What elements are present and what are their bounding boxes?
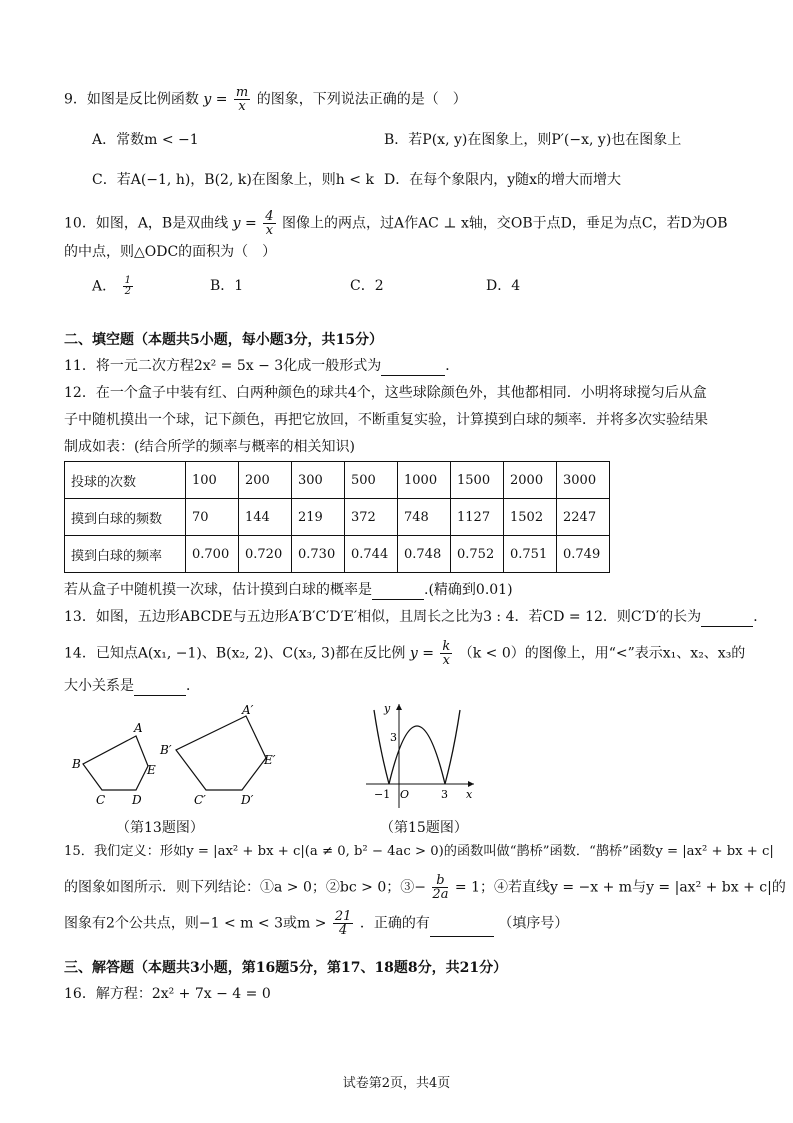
q12-line3: 制成如表：(结合所学的频率与概率的相关知识) [64,439,355,455]
table-cell: 2000 [504,462,557,499]
q15-line3-a: 图象有2个公共点，则−1 < m < 3或m > [64,915,327,932]
q9-option-a: A．常数m < −1 [92,132,199,148]
table-cell: 投球的次数 [65,462,186,499]
q10-line2: 的中点，则△ODC的面积为（ ） [64,244,277,260]
fraction-b-over-2a [432,874,448,901]
q11: 11．将一元二次方程2x² = 5x − 3化成一般形式为 ． [64,358,460,374]
table-cell: 144 [239,499,292,536]
table-cell: 748 [398,499,451,536]
table-cell: 100 [186,462,239,499]
pentagon-abcde [83,736,148,790]
table-cell: 摸到白球的频数 [65,499,186,536]
q14-line2-b: ． [186,678,200,694]
q15-line3-c: （填序号） [498,915,569,932]
label-x: x [466,788,473,801]
frac-den: x [265,223,274,238]
label-c-prime: C′ [194,793,206,807]
answer-blank[interactable] [381,361,445,376]
q12-line2: 子中随机摸出一个球，记下颜色，再把它放回，不断重复实验，计算摸到白球的频率．并将多次实验结果 [64,412,708,428]
q10-option-a-label: A． [92,278,117,295]
x-axis-arrow [468,781,474,787]
table-cell: 0.752 [451,536,504,573]
frac-den: x [442,653,450,668]
q14-line1-b: （k < 0）的图像上，用“<”表示x₁、x₂、x₃的 [458,645,746,662]
q14-line1 [64,640,745,667]
table-cell: 0.720 [239,536,292,573]
label-3-x: 3 [441,788,448,801]
frac-den: 2a [432,887,449,902]
table-row [65,462,610,499]
figure-15-caption: （第15题图） [380,820,468,836]
y-equals: y = [409,645,434,662]
table-cell: 摸到白球的频率 [65,536,186,573]
label-c: C [96,793,106,807]
table-cell: 1500 [451,462,504,499]
table-cell: 300 [292,462,345,499]
q12-after-b: .(精确到0.01) [424,582,513,598]
table-cell: 1502 [504,499,557,536]
frac-num: 4 [265,209,274,224]
frac-den: 4 [339,923,348,938]
q15-line2 [64,874,786,901]
figure-13-caption: （第13题图） [116,820,204,836]
table-cell: 0.700 [186,536,239,573]
label-b: B [72,757,81,771]
label-e: E [147,763,156,777]
table-cell: 0.744 [345,536,398,573]
q10-line1-b: 图像上的两点，过A作AC ⊥ x轴，交OB于点D，垂足为点C，若D为OB [281,215,728,232]
pentagon-a2b2c2d2e2 [176,716,266,790]
fraction-21-over-4 [333,910,354,937]
curve-middle-arch [389,726,445,784]
q10-option-b: B．1 [210,278,244,294]
q12-after-a: 若从盒子中随机摸一次球，估计摸到白球的概率是 [64,582,372,598]
section-2-heading: 二、填空题（本题共5小题，每小题3分，共15分） [64,332,383,348]
q15-line2-a: 的图象如图所示．则下列结论：①a > 0；②bc > 0；③− [64,879,426,896]
q13-text: 13．如图，五边形ABCDE与五边形A′B′C′D′E′相似，且周长之比为3 : 4．若CD = 12．则C′D′的长为 [64,609,702,625]
table-row [65,536,610,573]
q12-line1: 12．在一个盒子中装有红、白两种颜色的球共4个，这些球除颜色外，其他都相同．小明将球搅匀后从盒 [64,385,707,401]
label-d-prime: D′ [241,793,254,807]
section-3-heading: 三、解答题（本题共3小题，第16题5分，第17、18题8分，共21分） [64,960,508,976]
q16: 16．解方程：2x² + 7x − 4 = 0 [64,986,271,1002]
q10-line1 [64,210,728,237]
frac-den: 2 [124,286,131,297]
q9-option-c: C．若A(−1, h)，B(2, k)在图象上，则h < k [92,172,374,188]
table-cell: 219 [292,499,345,536]
table-cell: 0.748 [398,536,451,573]
table-cell: 70 [186,499,239,536]
y-axis-arrow [396,704,402,710]
q14-line2 [64,676,200,696]
q11-text: 11．将一元二次方程2x² = 5x − 3化成一般形式为 [64,358,382,374]
curve-right-branch [445,710,460,784]
answer-blank[interactable] [701,612,753,627]
q15-line2-b: = 1；④若直线y = −x + m与y = |ax² + bx + c|的 [454,879,786,896]
q9-stem-a: 9．如图是反比例函数 [64,91,199,108]
label-e-prime: E′ [264,753,276,767]
label-3-y: 3 [390,731,397,744]
frac-num: m [235,85,249,100]
figure-13-pentagons [66,704,296,814]
table-cell: 0.751 [504,536,557,573]
table-cell: 200 [239,462,292,499]
label-a-prime: A′ [242,704,254,717]
q10-line1-a: 10．如图，A，B是双曲线 [64,215,229,232]
q14-line1-a: 14．已知点A(x₁, −1)、B(x₂, 2)、C(x₃, 3)都在反比例 [64,645,406,662]
q13 [64,607,767,627]
q9-stem-b: 的图象，下列说法正确的是（ ） [256,91,467,108]
frac-num: 1 [124,275,131,286]
figure-15-graph [362,700,482,812]
q9-stem [64,86,467,113]
fraction-k-over-x [440,640,452,667]
table-cell: 1127 [451,499,504,536]
q10-option-a [92,276,135,297]
table-cell: 3000 [557,462,610,499]
q13-end: ． [753,609,768,625]
answer-blank[interactable] [430,922,494,937]
curve-left-branch [374,710,389,784]
y-equals: y = [232,215,257,232]
q10-option-d: D．4 [486,278,521,294]
label-a: A [134,721,143,735]
q15-line3-b: ．正确的有 [359,915,430,932]
fraction-one-half [123,276,133,297]
q9-option-d: D．在每个象限内，y随x的增大而增大 [384,172,622,188]
label-b-prime: B′ [160,743,172,757]
q9-option-b: B．若P(x, y)在图象上，则P′(−x, y)也在图象上 [384,132,682,148]
page-footer: 试卷第2页，共4页 [342,1076,451,1091]
frac-num: k [442,639,451,654]
q10-option-c: C．2 [350,278,384,294]
label-origin: O [400,788,410,801]
q12-after [64,580,513,600]
table-cell: 2247 [557,499,610,536]
answer-blank[interactable] [134,681,186,696]
label-neg1: −1 [374,788,391,801]
table-cell: 1000 [398,462,451,499]
frequency-table [64,461,610,573]
frac-num: 21 [334,909,352,924]
table-cell: 500 [345,462,398,499]
fraction-m-over-x [234,86,250,113]
y-equals: y = [203,91,228,108]
q15-line1: 15．我们定义：形如y = |ax² + bx + c|(a ≠ 0, b² − 4ac > 0)的函数叫做“鹊桥”函数．“鹊桥”函数y = |ax² + bx + c| [64,844,774,859]
table-cell: 372 [345,499,398,536]
answer-blank[interactable] [372,585,424,600]
fraction-4-over-x [263,210,275,237]
label-y: y [384,702,391,715]
frac-den: x [238,99,246,114]
table-row [65,499,610,536]
label-d: D [132,793,142,807]
table-cell: 0.730 [292,536,345,573]
q15-line3 [64,910,568,937]
q14-line2-a: 大小关系是 [64,678,134,694]
frac-num: b [432,874,448,888]
table-cell: 0.749 [557,536,610,573]
